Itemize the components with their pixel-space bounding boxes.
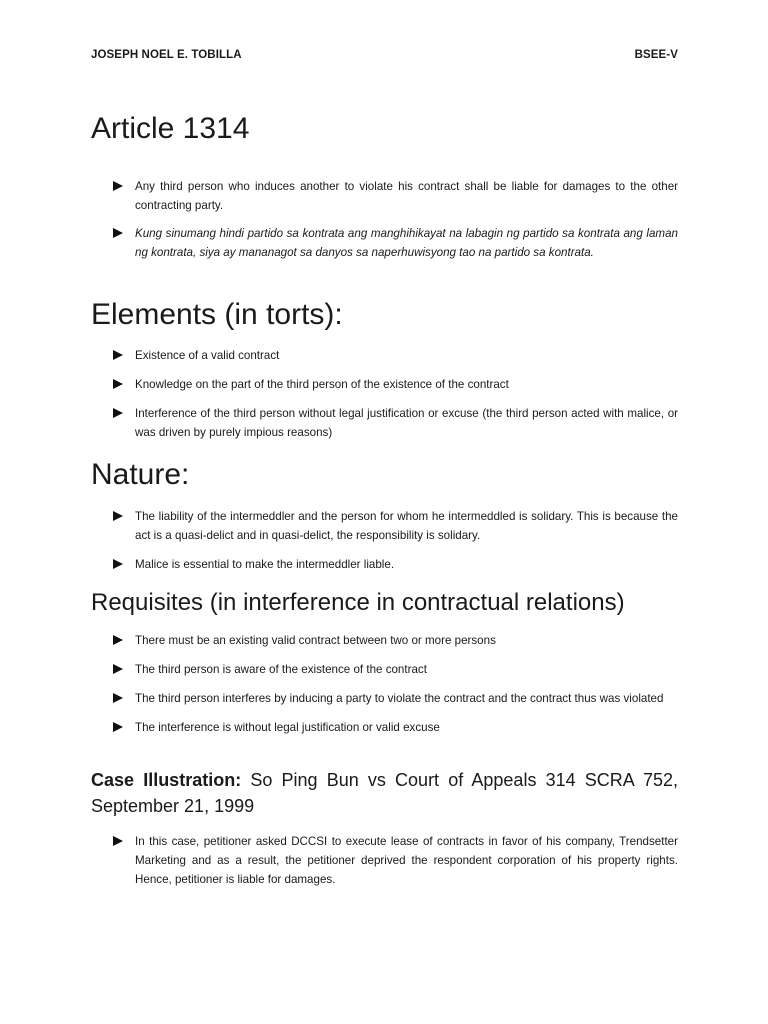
elements-list-wrap [91, 346, 678, 442]
author-name: JOSEPH NOEL E. TOBILLA [91, 49, 242, 61]
triangle-bullet-icon [113, 836, 123, 846]
requisites-title: Requisites (in interference in contractual relations) [91, 589, 625, 616]
nature-title: Nature: [91, 458, 190, 491]
case-heading [91, 767, 678, 819]
list-item [91, 555, 678, 574]
list-item-text: Knowledge on the part of the third person of the existence of the contract [135, 378, 509, 391]
elements-title: Elements (in torts): [91, 298, 343, 331]
page-header [91, 49, 678, 61]
article-list-wrap [91, 177, 678, 262]
list-item [91, 224, 678, 262]
list-item [91, 689, 678, 708]
nature-section [91, 458, 678, 492]
triangle-bullet-icon [113, 511, 123, 521]
case-citation: So Ping Bun vs Court of Appeals 314 SCRA 752, September 21, 1999 [91, 770, 678, 816]
triangle-bullet-icon [113, 693, 123, 703]
list-item-text: Kung sinumang hindi partido sa kontrata ang manghihikayat na labagin ng partido sa kontrata ang laman ng kontrata, siya ay mananagot sa danyos sa naperhuwisyong tao na partido sa kontrata. [135, 227, 678, 259]
case-list [91, 832, 678, 889]
list-item [91, 660, 678, 679]
course-code: BSEE-V [634, 49, 678, 61]
list-item-text: The third person interferes by inducing a party to violate the contract and the contract thus was violated [135, 692, 664, 705]
article-section [91, 112, 678, 146]
article-title: Article 1314 [91, 112, 250, 145]
nature-list-wrap [91, 507, 678, 574]
list-item-text: The interference is without legal justification or valid excuse [135, 721, 440, 734]
triangle-bullet-icon [113, 379, 123, 389]
list-item [91, 177, 678, 215]
list-item [91, 346, 678, 365]
list-item-text: Existence of a valid contract [135, 349, 280, 362]
requisites-list [91, 631, 678, 737]
elements-section [91, 298, 678, 332]
list-item [91, 832, 678, 889]
triangle-bullet-icon [113, 408, 123, 418]
list-item-text: The third person is aware of the existence of the contract [135, 663, 427, 676]
list-item [91, 375, 678, 394]
triangle-bullet-icon [113, 664, 123, 674]
list-item [91, 404, 678, 442]
list-item-text: There must be an existing valid contract between two or more persons [135, 634, 496, 647]
triangle-bullet-icon [113, 181, 123, 191]
requisites-section [91, 589, 678, 617]
list-item-text: In this case, petitioner asked DCCSI to execute lease of contracts in favor of his company, Trendsetter Marketing and as a result, the petitioner deprived the respondent corporation of his property rights. Hence, petitioner is liable for damages. [135, 835, 678, 886]
list-item-text: Any third person who induces another to violate his contract shall be liable for damages to the other contracting party. [135, 180, 678, 212]
requisites-list-wrap [91, 631, 678, 737]
case-section [91, 767, 678, 819]
case-label: Case Illustration: [91, 770, 242, 790]
list-item [91, 507, 678, 545]
triangle-bullet-icon [113, 635, 123, 645]
triangle-bullet-icon [113, 559, 123, 569]
list-item [91, 631, 678, 650]
nature-list [91, 507, 678, 574]
triangle-bullet-icon [113, 228, 123, 238]
article-list [91, 177, 678, 262]
list-item-text: Interference of the third person without legal justification or excuse (the third person acted with malice, or was driven by purely impious reasons) [135, 407, 678, 439]
list-item-text: Malice is essential to make the intermeddler liable. [135, 558, 395, 571]
list-item [91, 718, 678, 737]
triangle-bullet-icon [113, 350, 123, 360]
triangle-bullet-icon [113, 722, 123, 732]
case-list-wrap [91, 832, 678, 889]
elements-list [91, 346, 678, 442]
list-item-text: The liability of the intermeddler and the person for whom he intermeddled is solidary. This is because the act is a quasi-delict and in quasi-delict, the responsibility is solidary. [135, 510, 678, 542]
